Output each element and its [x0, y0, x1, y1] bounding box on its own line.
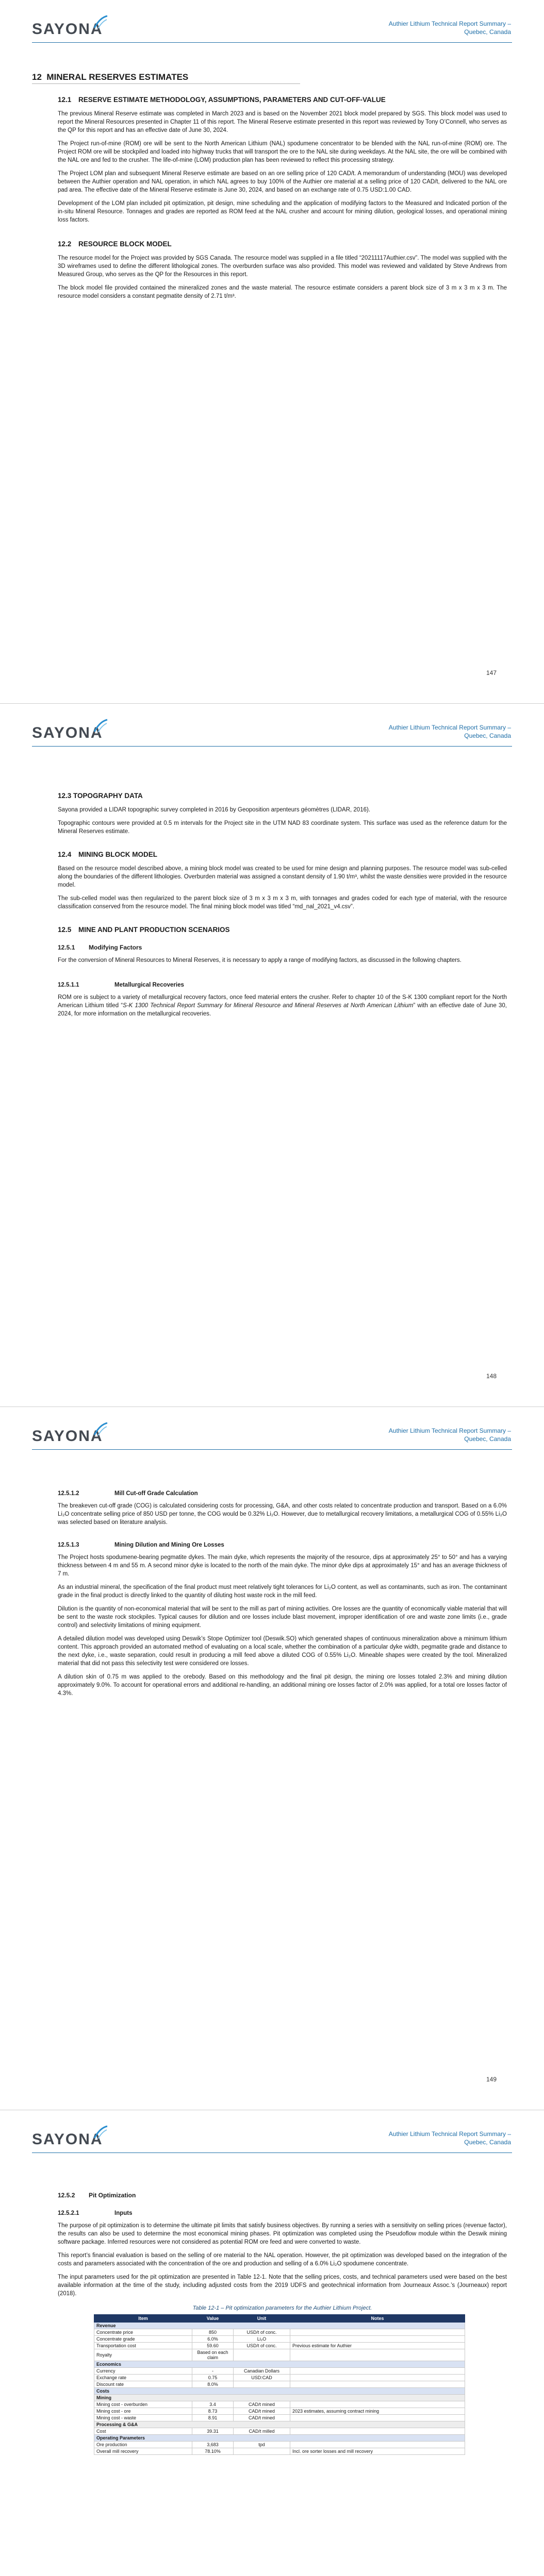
value-cell: 39.31: [192, 2428, 234, 2435]
page-header: [0, 704, 544, 755]
section-title: RESOURCE BLOCK MODEL: [78, 240, 172, 248]
item-cell: Royalty: [94, 2349, 192, 2361]
notes-cell: [290, 2368, 465, 2375]
page-148: [0, 703, 544, 1406]
chapter-rule: [32, 83, 300, 84]
section-heading-12-2: [58, 240, 507, 249]
paragraph: Topographic contours were provided at 0.5 m intervals for the Project site in the UTM NAD 83 coordinate system. This surface was used as the reference datum for the Mineral Reserves estimate.: [58, 820, 507, 835]
subsection-heading-12-5-1: [58, 944, 507, 951]
paragraph: Dilution is the quantity of non-economical material that will be sent to the mill as part of mining activities. Ore losses are the quantity of economically viable material that will be sent to the waste rock stockpiles. Typical causes for dilution and ore losses include blast movement, improper identification of ore and waste zone limits (i.e., grade control) and selectivity limitations of mining equipment.: [58, 1606, 507, 1629]
logo-text: SAYONA: [32, 724, 103, 741]
paragraph: The Project run-of-mine (ROM) ore will be sent to the North American Lithium (NAL) spodumene concentrator to be blended with the NAL run-of-mine (ROM) ore. The Project ROM ore will be stockpiled and loaded into highway trucks that will transport the ore to the NAL site during weekdays. At the NAL site, the ore will be combined with the NAL ore and fed to the crusher. The life-of-mine (LOM) production plan has been reviewed to reflect this processing strategy.: [58, 141, 507, 163]
paragraph: The purpose of pit optimization is to determine the ultimate pit limits that satisfy business objectives. By running a series with a sensitivity on selling prices (revenue factor), the results can also be used to determine the most economical mining phases. Pit optimization was completed using the Pseudoflow module within the Deswik mining software package. Inferred resources were not considered as potential ROM ore feed and were converted to waste.: [58, 2223, 507, 2245]
page-body: [32, 2182, 507, 2455]
table-row: [94, 2381, 465, 2388]
header-rule: [32, 42, 512, 43]
subsubsection-title: Metallurgical Recoveries: [114, 982, 184, 988]
value-cell: 0.75: [192, 2375, 234, 2381]
column-header: Value: [192, 2315, 234, 2323]
sayona-logo: [32, 724, 103, 742]
item-cell: Concentrate price: [94, 2329, 192, 2336]
page-149: [0, 1406, 544, 2110]
section-label: Mining: [94, 2395, 465, 2401]
subsubsection-heading-12-5-1-1: [58, 982, 507, 988]
section-label: Revenue: [94, 2323, 465, 2329]
pit-optimization-table: [94, 2314, 465, 2455]
unit-cell: USD/t of conc.: [234, 2329, 290, 2336]
column-header: Item: [94, 2315, 192, 2323]
header-rule: [32, 746, 512, 747]
paragraph: The resource model for the Project was provided by SGS Canada. The resource model was supplied in a file titled “20211117Authier.csv”. The model was supplied with the 3D wireframes used to define the different lithological zones. The overburden surface was also provided. This model was reviewed and validated by Steve Andrews from Measured Group, who serves as the QP for the Resources in this report.: [58, 255, 507, 278]
page-150: [0, 2110, 544, 2576]
table-row: [94, 2415, 465, 2421]
section-label: Processing & G&A: [94, 2421, 465, 2428]
logo-text: SAYONA: [32, 1428, 103, 1445]
section-title: RESERVE ESTIMATE METHODOLOGY, ASSUMPTIONS, PARAMETERS AND CUT-OFF-VALUE: [78, 96, 386, 104]
section-number: 12.3: [58, 792, 72, 800]
report-title: Authier Lithium Technical Report Summary – Quebec, Canada: [388, 2130, 511, 2146]
subsection-title: Modifying Factors: [89, 944, 142, 951]
section-label: Costs: [94, 2388, 465, 2395]
section-number: 12.5: [58, 926, 72, 934]
table-section-row: [94, 2361, 465, 2368]
section-number: 12.2: [58, 240, 72, 248]
item-cell: Mining cost - ore: [94, 2408, 192, 2415]
unit-cell: [234, 2448, 290, 2455]
subsubsection-title: Inputs: [114, 2210, 133, 2216]
section-heading-12-3: [58, 791, 507, 801]
value-cell: 3.4: [192, 2401, 234, 2408]
value-cell: Based on each claim: [192, 2349, 234, 2361]
paragraph: A detailed dilution model was developed using Deswik’s Stope Optimizer tool (Deswik.SO) which generated shapes of continuous mineralization above a minimum lithium content. This approach provided an automated method of evaluating on a local scale, whether the combination of a particular dyke width, pegmatite grade and distance to the next dyke, i.e., waste separation, could result in producing a mill feed above a diluted COG of 0.55% Li₂O. Mineable shapes were created by the tool. Mineralized material that did not pass this selectivity test were considered ore losses.: [58, 1636, 507, 1667]
paragraph-text: ” with an effective date of June 30, 2024, for more information on the metallurgical recoveries.: [58, 1003, 507, 1017]
table-row: [94, 2349, 465, 2361]
paragraph-text: ROM ore is subject to a variety of metallurgical recovery factors, once feed material enters the crusher. Refer to chapter 10 of the S-K 1300 compliant report for the North American Lithium titled “: [58, 994, 507, 1009]
section-heading-12-4: [58, 850, 507, 859]
section-title: MINING BLOCK MODEL: [78, 851, 157, 858]
section-label: Economics: [94, 2361, 465, 2368]
item-cell: Transportation cost: [94, 2343, 192, 2349]
unit-cell: CAD/t mined: [234, 2401, 290, 2408]
paragraph: Sayona provided a LIDAR topographic survey completed in 2016 by Geoposition arpenteurs géomètres (LIDAR, 2016).: [58, 807, 371, 813]
table-row: [94, 2448, 465, 2455]
table-row: [94, 2428, 465, 2435]
value-cell: 8.73: [192, 2408, 234, 2415]
table-row: [94, 2375, 465, 2381]
table-row: [94, 2368, 465, 2375]
logo-swoosh-icon: [93, 1421, 108, 1437]
value-cell: 3,683: [192, 2442, 234, 2448]
item-cell: Exchange rate: [94, 2375, 192, 2381]
unit-cell: CAD/t mined: [234, 2415, 290, 2421]
paragraph: The sub-celled model was then regularized to the parent block size of 3 m x 3 m x 3 m, with tonnages and grades coded for each type of material, with the resource classification conserved from the resource model. The final mining block model was titled “md_nal_2021_v4.csv”.: [58, 895, 507, 910]
value-cell: 59.60: [192, 2343, 234, 2349]
table-row: [94, 2329, 465, 2336]
page-number: 148: [486, 1372, 497, 1380]
notes-cell: Previous estimate for Authier: [290, 2343, 465, 2349]
subsubsection-heading-12-5-1-3: [58, 1542, 507, 1548]
paragraph: The Project hosts spodumene-bearing pegmatite dykes. The main dyke, which represents the majority of the resource, dips at approximately 25° to 50° and has a varying thickness between 4 m and 55 m. A second minor dyke is located to the north of the main dyke. The minor dyke dips at approximately 15° and has an average thickness of 7 m.: [58, 1554, 507, 1577]
subsubsection-number: 12.5.2.1: [58, 2210, 79, 2216]
report-title: Authier Lithium Technical Report Summary – Quebec, Canada: [388, 1427, 511, 1443]
item-cell: Overall mill recovery: [94, 2448, 192, 2455]
page-body: [32, 1479, 507, 1703]
sayona-logo: [32, 21, 103, 38]
value-cell: 78.10%: [192, 2448, 234, 2455]
value-cell: 8.91: [192, 2415, 234, 2421]
table-row: [94, 2336, 465, 2343]
table-section-row: [94, 2435, 465, 2442]
paragraph: The block model file provided contained the mineralized zones and the waste material. The resource estimate considers a parent block size of 3 m x 3 m x 3 m. The resource model considers a constant pegmatite density of 2.71 t/m³.: [58, 285, 507, 299]
subsection-heading-12-5-2: [58, 2192, 507, 2199]
notes-cell: [290, 2428, 465, 2435]
unit-cell: Canadian Dollars: [234, 2368, 290, 2375]
unit-cell: USD/t of conc.: [234, 2343, 290, 2349]
column-header: Notes: [290, 2315, 465, 2323]
paragraph: As an industrial mineral, the specification of the final product must meet relatively tight tolerances for Li₂O content, as well as contaminants, such as iron. The contaminant grade in the final product is directly linked to the quantity of diluting host waste rock in the mill feed.: [58, 1584, 507, 1599]
notes-cell: [290, 2381, 465, 2388]
notes-cell: [290, 2336, 465, 2343]
table-subsection-row: [94, 2421, 465, 2428]
paragraph: The Project LOM plan and subsequent Mineral Reserve estimate are based on an ore selling price of 120 CAD/t. A memorandum of understanding (MOU) was developed between the Authier operation and NAL operation, in which NAL agrees to buy 100% of the Authier ore material at a selling price of 120 CAD/t, delivered to the NAL ore pad area. The effective date of the Mineral Reserve estimate is June 30, 2024, and based on an exchange rate of 0.75 USD:1.00 CAD.: [58, 171, 507, 193]
paragraph: The breakeven cut-off grade (COG) is calculated considering costs for processing, G&A, and other costs related to concentrate production and transport. Based on a 6.0% Li₂O concentrate selling price of 850 USD per tonne, the COG would be 0.32% Li₂O. However, due to metallurgical recovery limitations, a metallurgical COG of 0.55% Li₂O was selected based on literature analysis.: [58, 1503, 507, 1526]
notes-cell: [290, 2375, 465, 2381]
paragraph: Development of the LOM plan included pit optimization, pit design, mine scheduling and the application of modifying factors to the Measured and Indicated portion of the in-situ Mineral Resource. Tonnages and grades are reported as ROM feed at the NAL crusher and account for mining dilution, geological losses, and operational mining loss factors.: [58, 200, 507, 223]
subsubsection-heading-12-5-1-2: [58, 1490, 507, 1497]
value-cell: -: [192, 2368, 234, 2375]
table-caption: Table 12-1 – Pit optimization parameters for the Authier Lithium Project.: [192, 2305, 372, 2311]
page-header: [0, 2110, 544, 2162]
item-cell: Cost: [94, 2428, 192, 2435]
value-cell: 8.0%: [192, 2381, 234, 2388]
section-title: TOPOGRAPHY DATA: [73, 792, 143, 800]
subsubsection-number: 12.5.1.1: [58, 982, 79, 988]
notes-cell: [290, 2442, 465, 2448]
report-reference-title: S-K 1300 Technical Report Summary for Mineral Resource and Mineral Reserves at North American Lithium: [123, 1003, 414, 1009]
page-number: 147: [486, 669, 497, 676]
logo-swoosh-icon: [93, 14, 108, 30]
section-heading-12-1: [58, 95, 507, 105]
table-section-row: [94, 2323, 465, 2329]
section-number: 12.4: [58, 851, 72, 858]
table-subsection-row: [94, 2395, 465, 2401]
table-row: [94, 2408, 465, 2415]
column-header: Unit: [234, 2315, 290, 2323]
paragraph: [58, 993, 507, 1018]
notes-cell: [290, 2329, 465, 2336]
unit-cell: USD:CAD: [234, 2375, 290, 2381]
header-rule: [32, 1449, 512, 1450]
subsubsection-number: 12.5.1.3: [58, 1542, 79, 1548]
page-body: [32, 72, 507, 306]
section-heading-12-5: [58, 925, 507, 935]
unit-cell: [234, 2349, 290, 2361]
table-section-row: [94, 2388, 465, 2395]
notes-cell: [290, 2415, 465, 2421]
chapter-heading: [32, 72, 507, 82]
unit-cell: Li₂O: [234, 2336, 290, 2343]
chapter-number: 12: [32, 72, 42, 82]
subsection-number: 12.5.2: [58, 2192, 75, 2199]
section-number: 12.1: [58, 96, 72, 104]
item-cell: Concentrate grade: [94, 2336, 192, 2343]
page-number: 149: [486, 2076, 497, 2083]
report-title: Authier Lithium Technical Report Summary – Quebec, Canada: [388, 20, 511, 36]
paragraph: This report’s financial evaluation is based on the selling of ore material to the NAL operation. However, the pit optimization was developed based on the integration of the costs and parameters associated with the concentration of the ore and production and selling of a 6.0% Li₂O spodumene concentrate.: [58, 2252, 507, 2267]
notes-cell: [290, 2349, 465, 2361]
paragraph: The previous Mineral Reserve estimate was completed in March 2023 and is based on the November 2021 block model prepared by SGS. This block model was used to report the Mineral Resources presented in Chapter 11 of this report. The Mineral Reserve estimate presented in this report was reviewed by Tony O’Connell, who serves as the QP for this report and has an effective date of June 30, 2024.: [58, 111, 507, 133]
page-body: [32, 780, 507, 1023]
logo-text: SAYONA: [32, 21, 103, 38]
page-147: [0, 0, 544, 703]
notes-cell: 2023 estimates, assuming contract mining: [290, 2408, 465, 2415]
unit-cell: tpd: [234, 2442, 290, 2448]
table-row: [94, 2343, 465, 2349]
page-header: [0, 1407, 544, 1459]
chapter-title: MINERAL RESERVES ESTIMATES: [46, 72, 189, 82]
subsection-title: Pit Optimization: [89, 2192, 136, 2199]
item-cell: Mining cost - overburden: [94, 2401, 192, 2408]
subsubsection-title: Mill Cut-off Grade Calculation: [114, 1490, 198, 1497]
notes-cell: Incl. ore sorter losses and mill recovery: [290, 2448, 465, 2455]
item-cell: Mining cost - waste: [94, 2415, 192, 2421]
item-cell: Ore production: [94, 2442, 192, 2448]
paragraph: For the conversion of Mineral Resources to Mineral Reserves, it is necessary to apply a range of modifying factors, as discussed in the following chapters.: [58, 957, 462, 963]
sayona-logo: [32, 1428, 103, 1445]
value-cell: 6.0%: [192, 2336, 234, 2343]
paragraph: Based on the resource model described above, a mining block model was created to be used for mine design and planning purposes. The resource model was sub-celled along the boundaries of the different lithologies. Overburden material was assigned a constant density of 1.90 t/m³, whilst the waste densities were provided in the resource model.: [58, 866, 507, 888]
subsubsection-title: Mining Dilution and Mining Ore Losses: [114, 1542, 224, 1548]
logo-text: SAYONA: [32, 2131, 103, 2148]
section-title: MINE AND PLANT PRODUCTION SCENARIOS: [78, 926, 230, 934]
paragraph: A dilution skin of 0.75 m was applied to the orebody. Based on this methodology and the final pit design, the mining ore losses totaled 2.3% and mining dilution approximately 9.0%. To account for operational errors and additional re-handling, an additional mining ore losses factor of 2.0% was applied, for a total ore losses factor of 4.3%.: [58, 1674, 507, 1697]
notes-cell: [290, 2401, 465, 2408]
table-row: [94, 2401, 465, 2408]
subsection-number: 12.5.1: [58, 944, 75, 951]
sayona-logo: [32, 2131, 103, 2148]
logo-swoosh-icon: [93, 2125, 108, 2140]
subsubsection-number: 12.5.1.2: [58, 1490, 79, 1497]
logo-swoosh-icon: [93, 718, 108, 734]
unit-cell: [234, 2381, 290, 2388]
subsubsection-heading-12-5-2-1: [58, 2210, 507, 2216]
unit-cell: CAD/t mined: [234, 2408, 290, 2415]
paragraph: The input parameters used for the pit optimization are presented in Table 12-1. Note that the selling prices, costs, and technical parameters used were based on the best available information at the time of the study, including adjusted costs from the 2019 UDFS and geotechnical information from Journeaux Assoc.’s (Journeaux) report (2018).: [58, 2274, 507, 2297]
table-header-row: [94, 2315, 465, 2323]
unit-cell: CAD/t milled: [234, 2428, 290, 2435]
item-cell: Discount rate: [94, 2381, 192, 2388]
section-label: Operating Parameters: [94, 2435, 465, 2442]
item-cell: Currency: [94, 2368, 192, 2375]
value-cell: 850: [192, 2329, 234, 2336]
table-body: [94, 2323, 465, 2455]
page-header: [0, 0, 544, 52]
table-row: [94, 2442, 465, 2448]
report-title: Authier Lithium Technical Report Summary – Quebec, Canada: [388, 724, 511, 739]
